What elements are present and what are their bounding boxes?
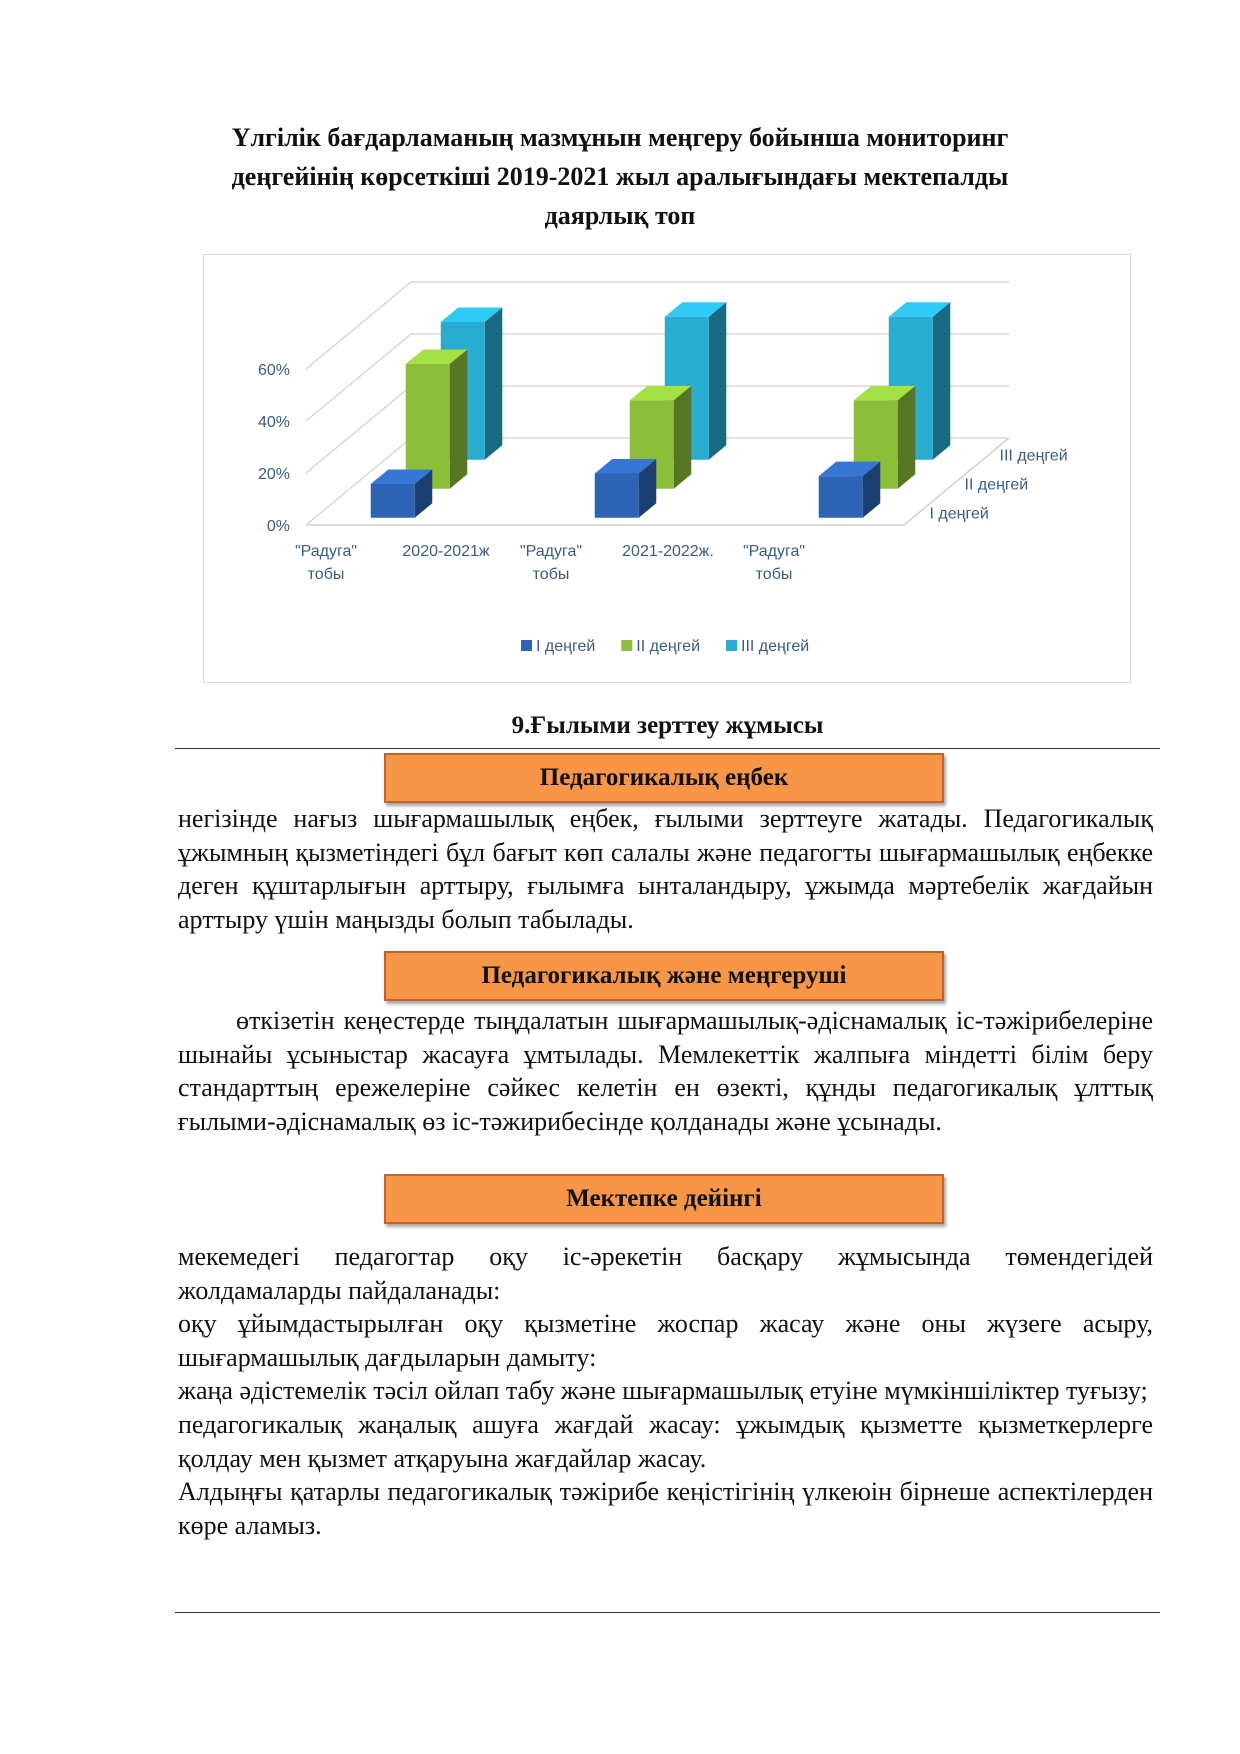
bar <box>371 484 415 518</box>
bar <box>819 476 863 518</box>
x-tick-label: 2021-2022ж. <box>622 543 714 560</box>
bar-side <box>450 349 468 488</box>
paragraph: педагогикалық жаңалық ашуға жағдай жасау: ұжымдық қызметте қызметкерлерге қолдау мен қызмет атқаруына жағдайлар жасау. <box>178 1409 1153 1473</box>
block-2-text <box>178 1004 1153 1138</box>
x-tick-label: тобы <box>307 566 345 583</box>
depth-label: III деңгей <box>999 447 1068 465</box>
x-tick-label: тобы <box>532 566 570 583</box>
chart <box>203 254 1131 683</box>
banner-preschool: Мектепке дейінгі <box>384 1174 944 1224</box>
bar-side <box>674 386 692 489</box>
paragraph: мекемедегі педагогтар оқу іс-әрекетін басқару жұмысында төмендегідей жолдамаларды пайдаланады: <box>178 1242 1153 1305</box>
paragraph: өткізетін кеңестерде тыңдалатын шығармашылық-әдіснамалық іс-тәжірибелеріне шынайы ұсыныстар жасауға ұмтылады. Мемлекеттік жалпыға міндетті білім беру стандарттың ережелеріне сәйкес келетін ен өзекті, құнды педагогикалық ұлттық ғылыми-әдіснамалық өз іс-тәжирибесінде қолданады және ұсынады. <box>178 1006 1153 1136</box>
x-tick-label: тобы <box>755 566 793 583</box>
bar-side <box>485 307 503 459</box>
x-tick-label: 2020-2021ж <box>402 543 490 560</box>
paragraph: жаңа әдістемелік тәсіл ойлап табу және шығармашылық етуіне мүмкіншіліктер туғызу; <box>178 1376 1148 1406</box>
banner-pedagogical-work: Педагогикалық еңбек <box>384 753 944 803</box>
block-1-text <box>178 802 1153 936</box>
bar-side <box>933 302 951 460</box>
paragraph: Алдыңғы қатарлы педагогикалық тәжірибе кеңістігінің үлкеюін бірнеше аспектілерден көре аламыз. <box>178 1477 1153 1540</box>
x-tick-label: "Радуга" <box>742 543 806 560</box>
page-title: Үлгілік бағдарламаның мазмұнын меңгеру бойынша мониторинг деңгейінің көрсеткіші 2019-2021 жыл аралығындағы мектепалды даярлық топ <box>231 123 1009 230</box>
legend-label: III деңгей <box>741 638 810 655</box>
section-title: 9.Ғылыми зерттеу жұмысы <box>511 712 824 739</box>
legend-swatch <box>521 640 532 651</box>
depth-label: I деңгей <box>929 505 989 523</box>
legend-swatch <box>726 640 737 651</box>
y-tick-label: 60% <box>257 362 290 379</box>
block-3-text <box>178 1240 1153 1542</box>
depth-label: II деңгей <box>964 476 1029 494</box>
legend-label: I деңгей <box>536 638 596 655</box>
paragraph: оқу ұйымдастырылған оқу қызметіне жоспар жасау және оны жүзеге асыру, шығармашылық дағдыларын дамыту: <box>178 1309 1153 1372</box>
legend-label: II деңгей <box>636 638 701 655</box>
bar-side <box>898 386 916 489</box>
y-tick-label: 40% <box>257 414 290 431</box>
y-tick-label: 20% <box>257 466 290 483</box>
banner-pedagogical-and-head: Педагогикалық және меңгеруші <box>384 951 944 1001</box>
top-rule <box>175 748 1160 749</box>
bar <box>595 474 639 518</box>
bar-side <box>709 302 727 460</box>
x-tick-label: "Радуга" <box>519 543 583 560</box>
bottom-rule <box>175 1612 1160 1613</box>
legend-swatch <box>621 640 632 651</box>
chart-svg <box>204 255 1130 682</box>
x-tick-label: "Радуга" <box>294 543 358 560</box>
paragraph: негізінде нағыз шығармашылық еңбек, ғылыми зерттеуге жатады. Педагогикалық ұжымның қызметіндегі бұл бағыт көп салалы және педагогты шығармашылық еңбекке деген құштарлығын арттыру, ғылымға ынталандыру, ұжымда мәртебелік жағдайын арттыру үшін маңызды болып табылады. <box>178 804 1153 934</box>
y-tick-label: 0% <box>266 518 290 535</box>
